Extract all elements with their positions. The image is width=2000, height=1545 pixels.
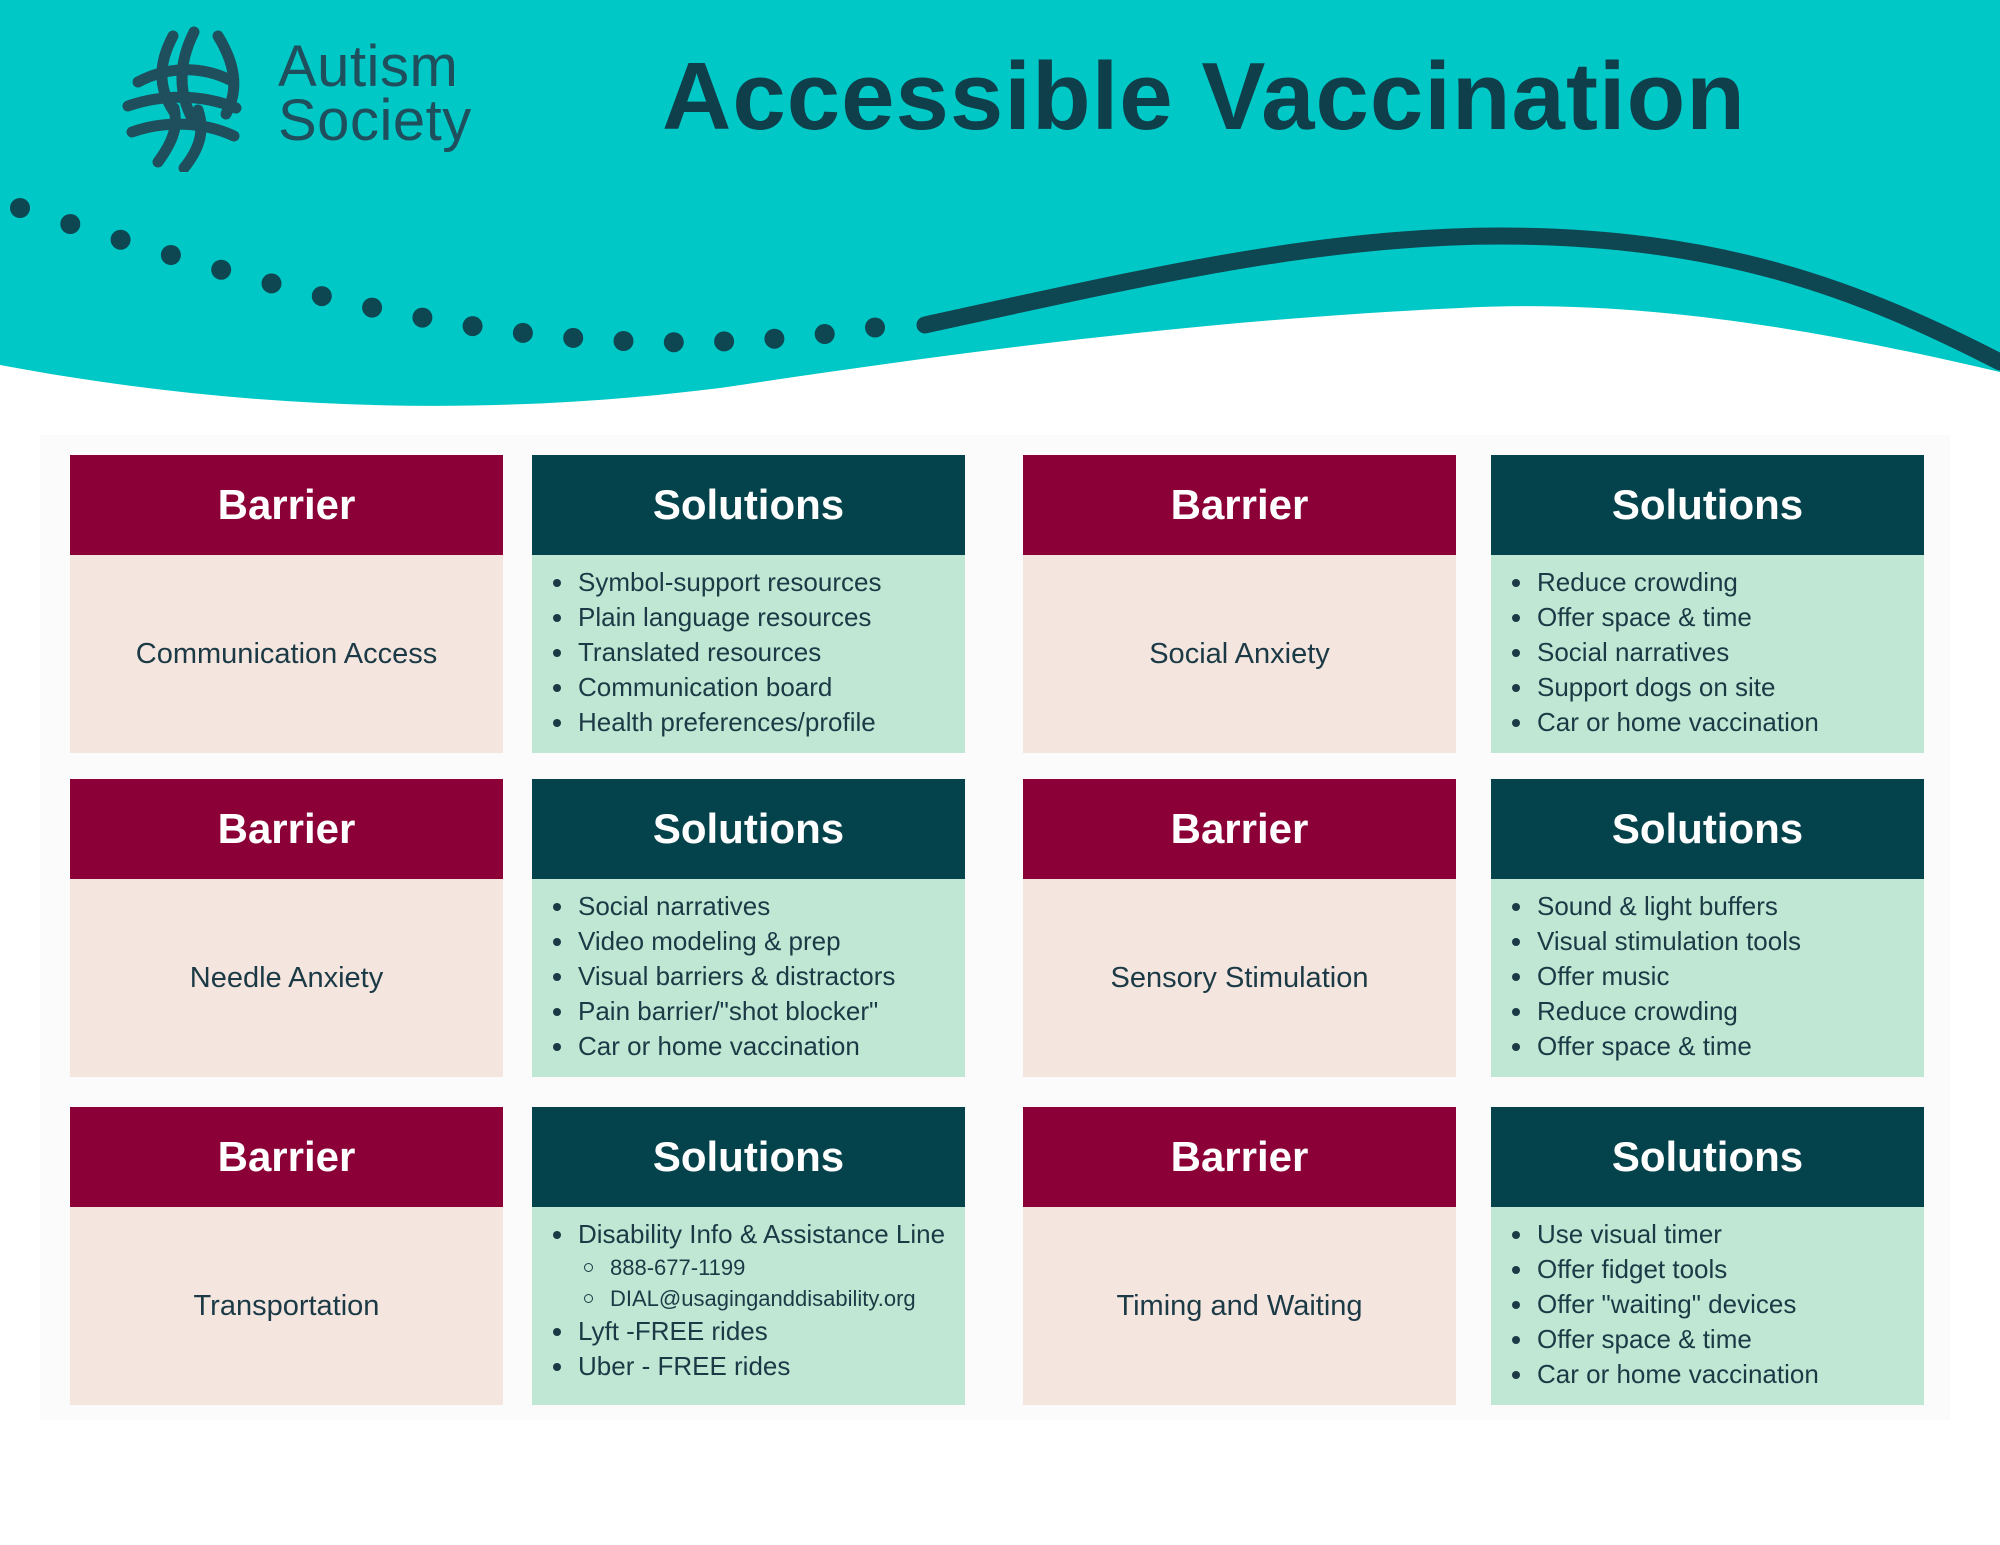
solution-item-text: Reduce crowding [1537, 996, 1738, 1026]
solution-item [1507, 1287, 1916, 1322]
barrier-text: Sensory Stimulation [1023, 879, 1456, 1077]
solution-item [1507, 1322, 1916, 1357]
wave-dot [312, 286, 332, 306]
wave-dot [262, 273, 282, 293]
solution-item [548, 1217, 957, 1314]
barrier-card [1023, 779, 1456, 1077]
solutions-card [1491, 779, 1924, 1077]
solutions-header: Solutions [532, 1107, 965, 1207]
solution-item-text: Lyft -FREE rides [578, 1316, 768, 1346]
solution-item [1507, 1029, 1916, 1064]
solution-item-text: Car or home vaccination [1537, 707, 1819, 737]
solutions-card [1491, 1107, 1924, 1405]
solutions-list [548, 565, 957, 740]
barrier-text: Social Anxiety [1023, 555, 1456, 753]
solution-item-text: Offer fidget tools [1537, 1254, 1728, 1284]
solution-item-text: Video modeling & prep [578, 926, 841, 956]
solution-item-text: Symbol-support resources [578, 567, 882, 597]
barrier-solutions-grid [40, 435, 1950, 1420]
wave-dot [563, 328, 583, 348]
wave-dot [463, 316, 483, 336]
barrier-text: Timing and Waiting [1023, 1207, 1456, 1405]
solution-item-text: Offer space & time [1537, 1031, 1752, 1061]
solution-subitem: DIAL@usaginganddisability.org [578, 1283, 957, 1314]
barrier-text: Communication Access [70, 555, 503, 753]
logo-wordmark [278, 34, 472, 153]
solution-item [1507, 705, 1916, 740]
barrier-card [70, 1107, 503, 1405]
solutions-card [532, 455, 965, 753]
solutions-list-container [1491, 1207, 1924, 1405]
solution-item [1507, 670, 1916, 705]
solution-item-text: Sound & light buffers [1537, 891, 1778, 921]
solution-item-text: Visual stimulation tools [1537, 926, 1801, 956]
solution-item [548, 924, 957, 959]
barrier-text: Needle Anxiety [70, 879, 503, 1077]
solution-item-text: Social narratives [578, 891, 771, 921]
solution-item [1507, 635, 1916, 670]
solution-item-text: Health preferences/profile [578, 707, 876, 737]
solution-item [548, 635, 957, 670]
solution-item-text: Car or home vaccination [578, 1031, 860, 1061]
wave-dot [412, 308, 432, 328]
solution-item-text: Uber - FREE rides [578, 1351, 791, 1381]
wave-dot [211, 260, 231, 280]
solutions-header: Solutions [1491, 779, 1924, 879]
barrier-card [1023, 455, 1456, 753]
solution-item [1507, 994, 1916, 1029]
solution-item [1507, 889, 1916, 924]
solution-item-text: Support dogs on site [1537, 672, 1776, 702]
solutions-list-container [1491, 555, 1924, 753]
page-title: Accessible Vaccination [662, 43, 1746, 150]
solutions-list-container [532, 879, 965, 1077]
solutions-list-container [1491, 879, 1924, 1077]
solution-item-text: Communication board [578, 672, 833, 702]
solution-item-text: Use visual timer [1537, 1219, 1722, 1249]
logo-line-2: Society [278, 88, 472, 153]
solution-item [548, 1314, 957, 1349]
solution-item [1507, 565, 1916, 600]
solution-item-text: Plain language resources [578, 602, 872, 632]
barrier-header: Barrier [70, 1107, 503, 1207]
barrier-header: Barrier [70, 779, 503, 879]
solutions-header: Solutions [1491, 1107, 1924, 1207]
wave-dot [815, 324, 835, 344]
solution-item [548, 959, 957, 994]
solution-item [1507, 600, 1916, 635]
barrier-header: Barrier [70, 455, 503, 555]
barrier-card [1023, 1107, 1456, 1405]
wave-dot [60, 214, 80, 234]
solutions-card [1491, 455, 1924, 753]
solutions-card [532, 779, 965, 1077]
solution-item-text: Offer space & time [1537, 602, 1752, 632]
solution-item [1507, 924, 1916, 959]
solution-item-text: Reduce crowding [1537, 567, 1738, 597]
wave-dot [865, 318, 885, 338]
solution-item-text: Offer music [1537, 961, 1670, 991]
barrier-card [70, 455, 503, 753]
barrier-text: Transportation [70, 1207, 503, 1405]
solutions-header: Solutions [532, 455, 965, 555]
solution-item [1507, 1357, 1916, 1392]
wave-dot [161, 245, 181, 265]
solutions-list-container [532, 555, 965, 753]
solution-item-text: Pain barrier/"shot blocker" [578, 996, 879, 1026]
wave-dot [111, 230, 131, 250]
solutions-header: Solutions [532, 779, 965, 879]
barrier-header: Barrier [1023, 1107, 1456, 1207]
solution-item [548, 994, 957, 1029]
wave-dot [513, 323, 533, 343]
solutions-list-container [532, 1207, 965, 1405]
solution-item-text: Translated resources [578, 637, 822, 667]
solution-item-text: Car or home vaccination [1537, 1359, 1819, 1389]
solution-item-text: Offer space & time [1537, 1324, 1752, 1354]
logo-line-1: Autism [278, 34, 459, 99]
solution-item [1507, 1217, 1916, 1252]
solution-item-text: Disability Info & Assistance Line [578, 1219, 946, 1249]
solution-item [1507, 959, 1916, 994]
header-banner [0, 0, 2000, 420]
barrier-card [70, 779, 503, 1077]
solutions-list [1507, 1217, 1916, 1392]
solution-item [548, 1029, 957, 1064]
solution-subitem: 888-677-1199 [578, 1252, 957, 1283]
solution-item-text: Social narratives [1537, 637, 1730, 667]
solution-item [548, 1349, 957, 1384]
wave-dot [714, 331, 734, 351]
wave-dot [10, 198, 30, 218]
solutions-list [548, 889, 957, 1064]
solution-item [1507, 1252, 1916, 1287]
solution-item-text: Visual barriers & distractors [578, 961, 896, 991]
solution-sublist [578, 1252, 957, 1314]
solutions-list [1507, 565, 1916, 740]
solutions-list [548, 1217, 957, 1384]
solution-item [548, 670, 957, 705]
barrier-header: Barrier [1023, 455, 1456, 555]
wave-dot [614, 331, 634, 351]
solutions-list [1507, 889, 1916, 1064]
solution-item-text: Offer "waiting" devices [1537, 1289, 1797, 1319]
solution-item [548, 600, 957, 635]
barrier-header: Barrier [1023, 779, 1456, 879]
solution-item [548, 565, 957, 600]
solutions-header: Solutions [1491, 455, 1924, 555]
solutions-card [532, 1107, 965, 1405]
solution-item [548, 889, 957, 924]
wave-dot [764, 329, 784, 349]
wave-dot [664, 332, 684, 352]
solution-item [548, 705, 957, 740]
wave-dot [362, 298, 382, 318]
